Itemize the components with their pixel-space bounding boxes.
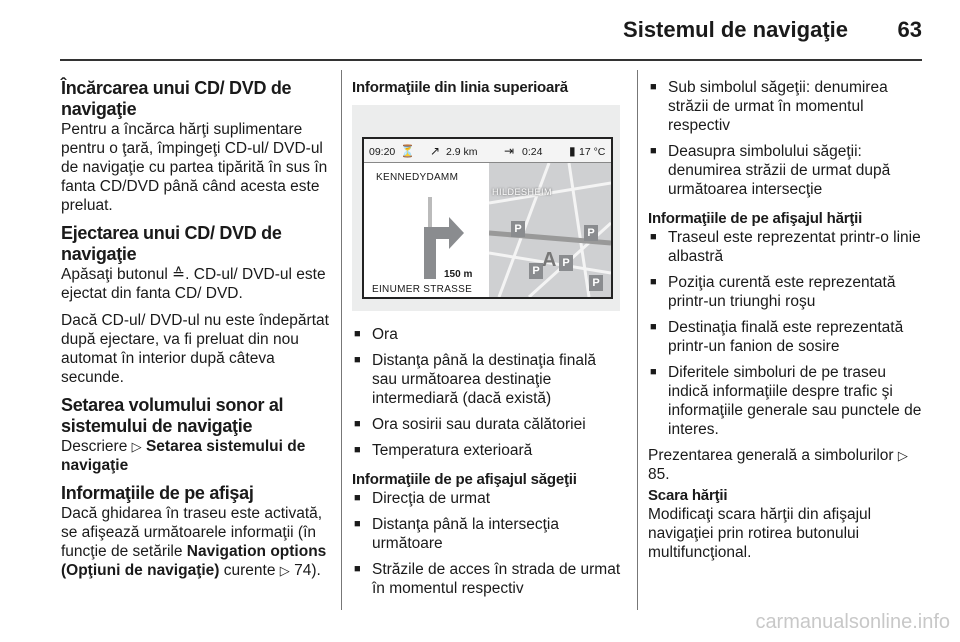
screen-street-next: KENNEDYDAMM [376,172,459,183]
list-item: ■ Poziţia curentă este reprezentată printr-un triunghi roşu [648,273,928,311]
section-body-eject-cd: Apăsaţi butonul ≙. CD-ul/ DVD-ul este ejectat din fanta CD/ DVD. [61,266,326,302]
screen-top-bar [364,139,611,163]
symbols-overview-text: Prezentarea generală a simbolurilor ▷ 85. [648,447,908,483]
header-title: Sistemul de navigaţie [623,17,848,42]
reference-arrow-icon: ▷ [897,448,908,463]
list-item: ■ Deasupra simbolului săgeţii: denumirea străzii de urmat după următoarea intersecţie [648,142,928,199]
arrow-display-list-continued [648,78,928,199]
list-item: ■ Traseul este reprezentat printr-o linie albastră [648,228,928,266]
list-item: ■ Distanţa până la intersecţia următoare [352,515,622,553]
navigation-screen-figure [352,105,620,311]
parking-icon: P [511,221,525,237]
watermark: carmanualsonline.info [755,611,950,633]
list-item: ■ Străzile de acces în strada de urmat în momentul respectiv [352,560,622,598]
section-body-load-cd: Pentru a încărca hărţi suplimentare pentru o ţară, împingeţi CD-ul/ DVD-ul de navigaţie cu partea tipărită în sus în fanta CD/DVD până când acesta este preluat. [61,121,328,214]
parking-icon: P [559,255,573,271]
list-item: ■ Diferitele simboluri de pe traseu indică informaţiile despre trafic şi informaţiile generale sau punctele de interes. [648,363,928,439]
parking-icon: P [589,275,603,291]
thermometer-icon: ▮ [569,144,576,158]
reference-arrow-icon: ▷ [279,563,290,578]
list-item: ■ Ora [352,325,622,344]
screen-distance: 2.9 km [446,146,478,158]
column-divider-1 [341,70,342,610]
reference-link[interactable]: Setarea sistemului de navigaţie [61,438,306,474]
section-title-load-cd: Încărcarea unui CD/ DVD de navigaţie [61,78,292,119]
page-header [0,0,960,60]
navigation-options-label: Navigation options (Opţiuni de navigaţie) [61,543,327,579]
route-distance-icon: ↗ [430,144,441,158]
page-reference[interactable]: 74). [289,562,321,579]
map-city-label: HILDESHEIM [492,187,553,197]
section-title-display-info: Informaţiile de pe afişaj [61,483,254,503]
navigation-screen [362,137,613,299]
column-1 [61,78,331,580]
column-2 [352,78,622,605]
list-item: ■ Ora sosirii sau durata călătoriei [352,415,622,434]
map-display-list [648,228,928,439]
list-item: ■ Distanţa până la destinaţia finală sau următoarea destinaţie intermediară (dacă există) [352,351,622,408]
map-marker: A [542,249,557,271]
list-item: ■ Destinaţia finală este reprezentată printr-un fanion de sosire [648,318,928,356]
list-item: ■ Temperatura exterioară [352,441,622,460]
column-3 [648,78,928,562]
eject-icon: ≙ [172,266,186,283]
section-title-volume: Setarea volumului sonor al sistemului de navigaţie [61,395,284,436]
section-body-map-scale: Modificaţi scara hărţii din afişajul navigaţiei prin rotirea butonului multifuncţional. [648,506,872,561]
page-number: 63 [897,17,922,42]
section-title-top-line: Informaţiile din linia superioară [352,79,568,96]
screen-time: 09:20 [369,146,396,158]
top-line-list [352,325,622,460]
destination-arrow-icon: ⇥ [504,144,515,158]
section-body-eject-cd-2: Dacă CD-ul/ DVD-ul nu este îndepărtat după ejectare, va fi preluat din nou automat în interior după câteva secunde. [61,312,329,386]
list-item: ■ Direcţia de urmat [352,489,622,508]
parking-icon: P [584,225,598,241]
page-reference[interactable]: 85. [648,466,670,483]
column-divider-2 [637,70,638,610]
screen-duration: 0:24 [522,146,543,158]
header-divider [60,59,922,61]
section-title-map-scale: Scara hărţii [648,487,728,504]
section-body-display-info: Dacă ghidarea în traseu este activată, se afişează următoarele informaţii (în funcţie de setările Navigation options (Opţiuni de navigaţie) curente ▷ 74). [61,505,327,579]
screen-temperature: 17 °C [579,146,606,158]
section-title-arrow-display: Informaţiile de pe afişajul săgeţii [352,471,577,488]
clock-icon: ⏳ [400,144,415,158]
parking-icon: P [529,263,543,279]
reference-arrow-icon: ▷ [131,439,142,454]
arrow-display-list [352,489,622,598]
section-title-map-display: Informaţiile de pe afişajul hărţii [648,210,863,227]
screen-street-current: EINUMER STRASSE [372,284,473,295]
screen-turn-distance: 150 m [444,269,473,280]
section-title-eject-cd: Ejectarea unui CD/ DVD de navigaţie [61,223,282,264]
section-body-volume: Descriere ▷ Setarea sistemului de navigaţie [61,438,306,474]
list-item: ■ Sub simbolul săgeţii: denumirea străzii de urmat în momentul respectiv [648,78,928,135]
